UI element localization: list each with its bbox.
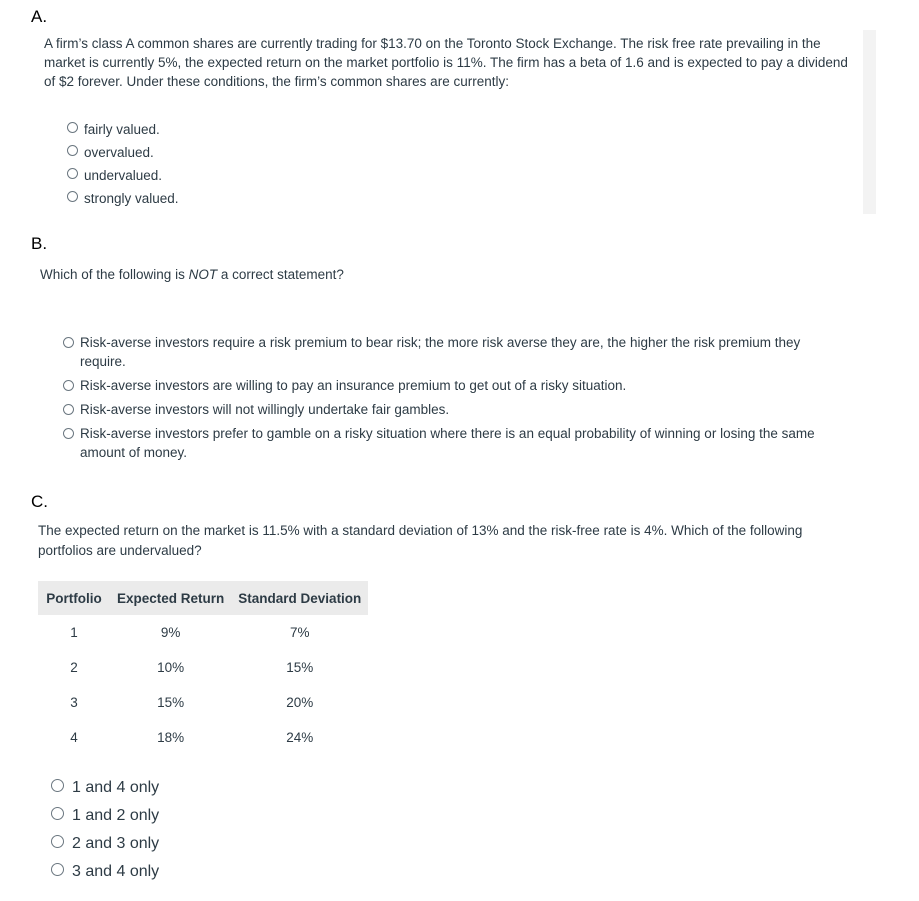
option-c-1[interactable]: 1 and 4 only bbox=[51, 774, 159, 802]
option-a-2[interactable]: overvalued. bbox=[67, 141, 179, 164]
radio-button-icon[interactable] bbox=[63, 380, 74, 391]
table-row bbox=[38, 650, 368, 685]
table-cell: 1 bbox=[70, 625, 78, 640]
table-cell: 20% bbox=[286, 695, 314, 710]
section-a-label: A. bbox=[31, 7, 48, 26]
radio-button-icon[interactable] bbox=[51, 863, 64, 876]
table-row bbox=[38, 720, 368, 755]
radio-button-icon[interactable] bbox=[63, 428, 74, 439]
table-row bbox=[38, 685, 368, 720]
option-a-1[interactable]: fairly valued. bbox=[67, 118, 179, 141]
option-a-4[interactable]: strongly valued. bbox=[67, 187, 179, 210]
table-cell: 7% bbox=[290, 625, 310, 640]
option-b-4[interactable]: Risk-averse investors prefer to gamble on a risky situation where there is an equal probability of winning or losing the same amount of money. bbox=[63, 424, 863, 462]
table-row bbox=[38, 615, 368, 650]
section-a-options bbox=[67, 118, 179, 210]
column-header-standard-deviation: Standard Deviation bbox=[231, 581, 368, 615]
radio-button-icon[interactable] bbox=[67, 191, 78, 202]
portfolio-table bbox=[38, 581, 368, 755]
table-cell: 4 bbox=[70, 730, 78, 745]
section-c-options bbox=[51, 774, 159, 886]
table-cell: 24% bbox=[286, 730, 314, 745]
option-c-2[interactable]: 1 and 2 only bbox=[51, 802, 159, 830]
table-cell: 15% bbox=[286, 660, 314, 675]
option-c-4[interactable]: 3 and 4 only bbox=[51, 858, 159, 886]
section-c-question: The expected return on the market is 11.5% with a standard deviation of 13% and the risk-free rate is 4%. Which of the following portfolios are undervalued? bbox=[38, 523, 803, 558]
radio-button-icon[interactable] bbox=[51, 779, 64, 792]
radio-button-icon[interactable] bbox=[67, 145, 78, 156]
column-header-expected-return: Expected Return bbox=[110, 581, 231, 615]
table-cell: 18% bbox=[157, 730, 185, 745]
option-b-3[interactable]: Risk-averse investors will not willingly undertake fair gambles. bbox=[63, 400, 863, 419]
radio-button-icon[interactable] bbox=[63, 404, 74, 415]
option-b-2[interactable]: Risk-averse investors are willing to pay an insurance premium to get out of a risky situation. bbox=[63, 376, 863, 395]
radio-button-icon[interactable] bbox=[51, 807, 64, 820]
table-cell: 10% bbox=[157, 660, 185, 675]
radio-button-icon[interactable] bbox=[67, 168, 78, 179]
section-b-label: B. bbox=[31, 234, 48, 253]
table-cell: 9% bbox=[160, 625, 181, 640]
radio-button-icon[interactable] bbox=[63, 337, 74, 348]
option-c-3[interactable]: 2 and 3 only bbox=[51, 830, 159, 858]
section-c-label: C. bbox=[31, 492, 48, 511]
section-b-options bbox=[63, 333, 863, 462]
table-header-row bbox=[38, 581, 368, 615]
section-b-question: Which of the following is NOT a correct statement? bbox=[40, 267, 344, 282]
table-cell: 3 bbox=[70, 695, 78, 710]
table-cell: 2 bbox=[70, 660, 78, 675]
option-a-3[interactable]: undervalued. bbox=[67, 164, 179, 187]
section-a-question: A firm’s class A common shares are currently trading for $13.70 on the Toronto Stock Exchange. The risk free rate prevailing in the market is currently 5%, the expected return on the market portfolio is 11%. The firm has a beta of 1.6 and is expected to pay a dividend of $2 forever. Under these conditions, the firm’s common shares are currently: bbox=[44, 36, 848, 89]
scrollbar[interactable] bbox=[863, 30, 876, 214]
option-b-1[interactable]: Risk-averse investors require a risk premium to bear risk; the more risk averse they are, the higher the risk premium they require. bbox=[63, 333, 863, 371]
radio-button-icon[interactable] bbox=[51, 835, 64, 848]
column-header-portfolio: Portfolio bbox=[38, 581, 110, 615]
table-cell: 15% bbox=[157, 695, 185, 710]
radio-button-icon[interactable] bbox=[67, 122, 78, 133]
